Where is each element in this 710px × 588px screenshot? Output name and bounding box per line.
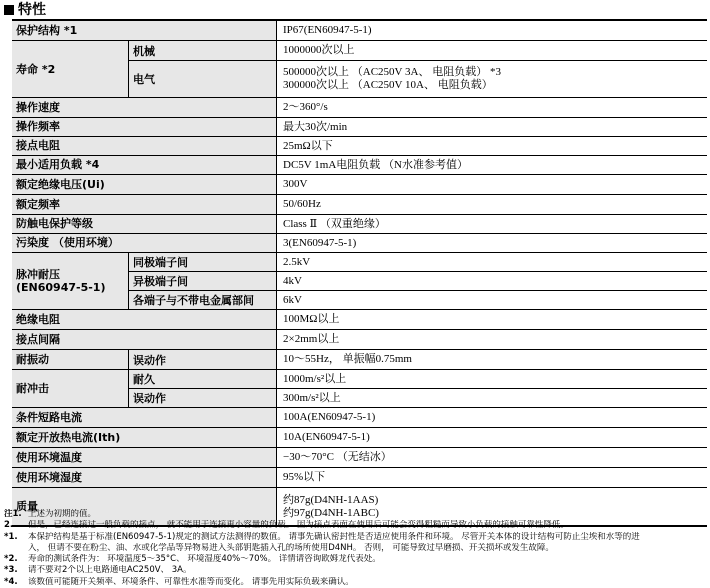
row-value: 500000次以上 （AC250V 3A、 电阻负载） *3	[283, 66, 501, 78]
footnote-marker: 2.	[4, 520, 14, 531]
row-value: 100MΩ以上	[283, 313, 340, 325]
row-label-line: 脉冲耐压	[16, 268, 60, 281]
sub-row	[128, 272, 707, 291]
row-value: 3(EN60947-5-1)	[283, 236, 357, 249]
table-row	[12, 195, 707, 215]
sub-row	[128, 370, 707, 389]
footnote	[4, 577, 706, 588]
row-label: 耐振动	[12, 350, 128, 369]
row-label: 接点间隔	[16, 332, 60, 346]
sub-label: 机械	[133, 44, 155, 58]
row-label-line: (EN60947-5-1)	[16, 281, 106, 294]
section-title	[4, 2, 46, 18]
row-value: −30～70°C （无结冰）	[283, 451, 392, 463]
row-value: 6kV	[283, 293, 302, 306]
row-value: 2.5kV	[283, 255, 311, 268]
table-row	[12, 428, 707, 448]
footnote-text: 入， 但请不要在粉尘、油、水或化学品等异物易进入头部钥匙插入孔的场所使用D4NH。 否则， 可能导致过早磨损、开关损坏或发生故障。	[28, 542, 554, 553]
sub-label: 各端子与不带电金属部间	[133, 294, 254, 307]
row-value: 10A(EN60947-5-1)	[283, 431, 370, 443]
footnote-text: 该数值可能随开关频率、环境条件、可靠性水准等而变化。 请事先用实际负载来确认。	[28, 576, 354, 587]
row-label	[12, 253, 128, 309]
row-label: 操作频率	[16, 120, 60, 133]
table-row	[12, 448, 707, 468]
sub-label: 异极端子间	[133, 275, 188, 288]
row-label: 绝缘电阻	[16, 312, 60, 326]
table-row	[12, 468, 707, 488]
table-row	[12, 408, 707, 428]
row-value: 50/60Hz	[283, 198, 321, 210]
sub-row	[128, 389, 707, 407]
row-label: 接点电阻	[16, 139, 60, 152]
section-title-text: 特性	[18, 2, 46, 18]
row-value: 约87g(D4NH-1AAS)	[283, 493, 379, 506]
footnote-text: 本保护结构是基于标准(EN60947-5-1)规定的测试方法测得的数值。 请事先确认密封性是否适应使用条件和环境。 尽管开关本体的设计结构可防止尘埃和水等的进	[28, 531, 640, 542]
footnote-text: 但是，已经连接过一般负载的接点， 就不能用于连接更小容量的负载。 因为接点表面在使用后可能会变得粗糙而导致小负载的接触可靠性降低。	[28, 520, 569, 531]
row-value: 100A(EN60947-5-1)	[283, 411, 376, 423]
footnote-text: 请不要对2个以上电路通电AC250V、 3A。	[28, 565, 192, 576]
sub-row	[128, 41, 707, 61]
table-row	[12, 137, 707, 156]
row-value: 1000m/s²以上	[283, 372, 347, 385]
row-label: 使用环境湿度	[16, 470, 82, 484]
row-value: 4kV	[283, 274, 302, 287]
footnote-marker: *4.	[4, 576, 18, 587]
row-label: 寿命 *2	[12, 41, 128, 97]
row-label: 质量	[16, 499, 38, 513]
table-row	[12, 21, 707, 41]
footnote	[4, 520, 706, 531]
footnote-marker: 注1.	[4, 509, 22, 519]
footnote-marker: *1.	[4, 531, 18, 542]
table-row	[12, 175, 707, 195]
footnote	[4, 554, 706, 565]
footnote-marker: *2.	[4, 554, 18, 565]
row-value: 95%以下	[283, 471, 326, 483]
row-value: 300V	[283, 178, 308, 190]
sub-label: 电气	[133, 73, 155, 86]
row-label: 条件短路电流	[16, 410, 82, 424]
table-row	[12, 330, 707, 350]
footnote	[4, 543, 706, 554]
sub-row	[128, 253, 707, 272]
sub-label: 误动作	[133, 353, 166, 367]
sub-row	[128, 291, 707, 309]
row-value: 1000000次以上	[283, 44, 355, 56]
row-label: 使用环境温度	[16, 450, 82, 464]
table-row	[12, 215, 707, 234]
sub-label: 耐久	[133, 373, 155, 386]
row-label: 操作速度	[16, 100, 60, 114]
row-value: 最大30次/min	[283, 120, 348, 133]
row-value: IP67(EN60947-5-1)	[283, 24, 372, 36]
table-row-group	[12, 253, 707, 310]
row-value: 10～55Hz， 单振幅0.75mm	[283, 353, 412, 365]
row-value: 2×2mm以上	[283, 333, 340, 345]
footnote	[4, 565, 706, 576]
sub-row	[128, 61, 707, 97]
row-label: 污染度 （使用环境）	[16, 236, 119, 249]
sub-label: 同极端子间	[133, 256, 188, 269]
table-row	[12, 98, 707, 118]
table-row-group	[12, 41, 707, 98]
table-row	[12, 156, 707, 175]
row-value: 25mΩ以下	[283, 139, 333, 152]
sub-label: 误动作	[133, 392, 166, 405]
row-value: 2～360°/s	[283, 101, 328, 113]
footnote-text: 寿命的测试条件为： 环境温度5～35°C、 环境湿度40%～70%。 详情请咨询欧姆龙代表处。	[28, 554, 381, 565]
row-label: 额定频率	[16, 197, 60, 211]
table-row	[12, 350, 707, 370]
row-value: Class Ⅱ （双重绝缘）	[283, 217, 386, 230]
table-row-group	[12, 370, 707, 408]
footnote	[4, 532, 706, 543]
table-row	[12, 310, 707, 330]
row-label: 耐冲击	[12, 370, 128, 407]
row-label: 防触电保护等级	[16, 217, 93, 230]
row-label: 保护结构 *1	[16, 23, 78, 37]
row-value: 约97g(D4NH-1ABC)	[283, 506, 379, 519]
characteristics-table	[12, 19, 707, 527]
row-value: 300m/s²以上	[283, 391, 341, 404]
table-row	[12, 234, 707, 253]
row-value: 300000次以上 （AC250V 10A、 电阻负载）	[283, 79, 493, 91]
table-row	[12, 118, 707, 137]
square-bullet-icon	[4, 5, 14, 15]
footnote-text: 上述为初期的值。	[28, 509, 97, 519]
footnote-marker: *3.	[4, 565, 18, 576]
row-value: DC5V 1mA电阻负载 （N水准参考值）	[283, 158, 468, 171]
row-label: 最小适用负载 *4	[16, 158, 100, 171]
row-label: 额定开放热电流(Ith)	[16, 430, 121, 444]
row-label: 额定绝缘电压(Ui)	[16, 177, 105, 191]
